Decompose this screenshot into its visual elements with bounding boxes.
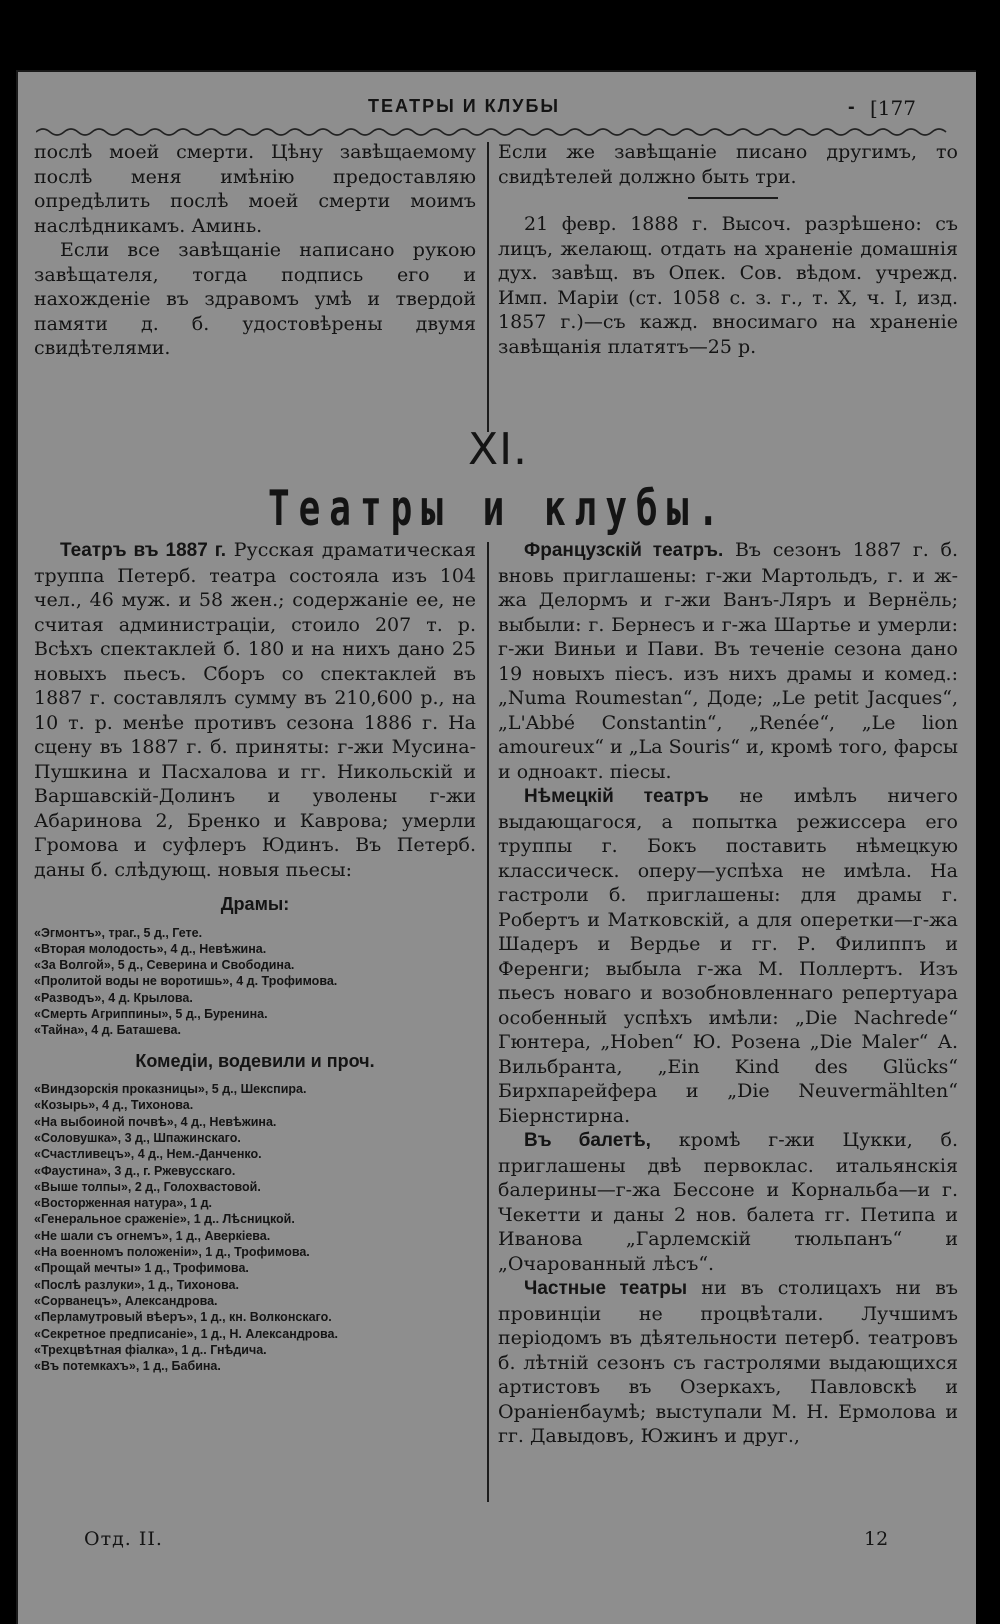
lead-heading: Театръ въ 1887 г.: [60, 540, 227, 561]
german-theatre-paragraph: [498, 784, 958, 1128]
section-number: XI.: [467, 424, 529, 475]
list-item: «Послѣ разлуки», 1 д., Тихонова.: [34, 1277, 239, 1292]
list-item: «Фаустина», 3 д., г. Ржевусскаго.: [34, 1163, 236, 1178]
top-right-text: [498, 140, 958, 189]
list-item: «Выше толпы», 2 д., Голохвастовой.: [34, 1179, 261, 1194]
list-item: «Въ потемкахъ», 1 д., Бабина.: [34, 1359, 221, 1374]
left-column: [34, 538, 476, 1374]
paragraph-text: Русская драматическая труппа Петерб. театра состояла изъ 104 чел., 46 муж. и 58 жен.; содержаніе ее, не считая администраціи, стоило 207 т. р. Всѣхъ спектаклей б. 180 и на нихъ дано 25 новыхъ пьесъ. Сборъ со спектаклей въ 1887 г. составлялъ сумму въ 210,600 р., на 10 т. р. менѣе противъ сезона 1886 г. На сцену въ 1887 г. б. приняты: г-жи Мусина-Пушкина и Пасхалова и гг. Никольскій и Варшавскій-Долинъ и уволены г-жи Абаринова 2, Бренко и Каврова; умерли Громова и суфлеръ Юдинъ. Въ Петерб. даны б. слѣдующ. новыя пьесы:: [34, 539, 476, 881]
footer-section-label: Отд. II.: [84, 1528, 163, 1550]
list-item: «Прощай мечты» 1 д., Трофимова.: [34, 1261, 249, 1276]
lead-heading: Въ балетѣ,: [524, 1130, 651, 1151]
list-item: «Секретное предписаніе», 1 д., Н. Александрова.: [34, 1326, 338, 1341]
list-item: «Тайна», 4 д. Баташева.: [34, 1023, 181, 1038]
dramas-list: [34, 925, 476, 1039]
dramas-heading: Драмы:: [220, 894, 290, 914]
list-item: «Не шали съ огнемъ», 1 д., Аверкіева.: [34, 1228, 271, 1243]
french-theatre-paragraph: [498, 538, 958, 784]
list-item: «Разводъ», 4 д. Крылова.: [34, 990, 193, 1005]
list-item: «Пролитой воды не воротишь», 4 д. Трофимова.: [34, 974, 338, 989]
list-item: «На выбоиной почвѣ», 4 д., Невѣжина.: [34, 1114, 277, 1129]
paragraph-text: не имѣлъ ничего выдающагося, а попытка режиссера его труппы г. Бокъ поставить нѣмецкую классическ. оперу—успѣха не имѣла. На гастроли б. приглашены: для драмы г. Робертъ и Матковскій, а для оперетки—г-жа Шадеръ и Вердье и гг. Р. Филиппъ и Ференги; выбыла г-жа М. Поллертъ. Изъ пьесъ новаго и возобновленнаго репертуара особенный успѣхъ имѣли: „Die Nachrede“ Гюнтера, „Hoben“ Ю. Розена „Die Maler“ А. Вильбранта, „Ein Kind des Glücks“ Бирхпарейфера и „Die Neuvermählten“ Біернстирна.: [498, 785, 958, 1127]
header-dash: -: [848, 96, 857, 118]
running-head: [18, 96, 978, 126]
section-title: Театры и клубы.: [267, 482, 729, 538]
list-item: «Счастливецъ», 4 д., Нем.-Данченко.: [34, 1147, 262, 1162]
list-item: «На военномъ положеніи», 1 д., Трофимова.: [34, 1245, 310, 1260]
list-item: «За Волгой», 5 д., Северина и Свободина.: [34, 958, 295, 973]
top-column-divider: [487, 142, 489, 432]
book-page: [16, 70, 976, 1624]
paragraph: Если же завѣщаніе писано другимъ, то свидѣтелей должно быть три.: [498, 141, 958, 188]
paragraph-text: Въ сезонъ 1887 г. б. вновь приглашены: г-жи Мартольдъ, г. и ж-жа Делормъ и г-жи Ванъ-Ляръ и Вернёль; выбыли: г. Бернесъ и г-жа Шартье и умерли: г-жи Виньи и Пави. Въ теченіе сезона дано 19 новыхъ піесъ. изъ нихъ драмы и комед.: „Numa Roumestan“, Доде; „Le petit Jacques“, „L'Abbé Constantin“, „Renée“, „Le lion amoureux“ и „La Souris“ и, кромѣ того, фарсы и одноакт. піесы.: [498, 539, 958, 783]
running-title: ТЕАТРЫ И КЛУБЫ: [368, 96, 561, 116]
page-number: [177: [870, 96, 916, 120]
list-item: «Сорванецъ», Александрова.: [34, 1293, 218, 1308]
paragraph: 21 февр. 1888 г. Высоч. разрѣшено: съ лицъ, желающ. отдать на храненіе домашнія дух. завѣщ. въ Опек. Сов. вѣдом. учрежд. Имп. Маріи (ст. 1058 с. з. г., т. X, ч. I, изд. 1857 г.)—съ кажд. вносимаго на храненіе завѣщанія платятъ—25 р.: [498, 213, 958, 358]
top-left-text: [34, 140, 476, 361]
top-right-text-2: [498, 212, 958, 359]
list-item: «Соловушка», 3 д., Шпажинскаго.: [34, 1130, 241, 1145]
lead-heading: Нѣмецкій театръ: [524, 786, 709, 807]
paragraph-text: ни въ столицахъ ни въ провинціи не процвѣтали. Лучшимъ періодомъ въ дѣятельности петерб. театровъ б. лѣтній сезонъ съ гастролями выдающихся артистовъ въ Озеркахъ, Павловскѣ и Ораніенбаумѣ; выступали М. Н. Ермолова и гг. Давыдовъ, Южинъ и друг.,: [498, 1277, 958, 1447]
lead-heading: Французскій театръ.: [524, 540, 724, 561]
paragraph: Если все завѣщаніе написано рукою завѣщателя, тогда подпись его и нахожденіе въ здравомъ умѣ и твердой памяти д. б. удостовѣрены двумя свидѣтелями.: [34, 239, 476, 359]
ballet-paragraph: [498, 1128, 958, 1276]
wavy-rule: [36, 126, 951, 138]
list-item: «Козырь», 4 д., Тихонова.: [34, 1098, 194, 1113]
comedies-list: [34, 1081, 476, 1374]
list-item: «Трехцвѣтная фіалка», 1 д.. Гнѣдича.: [34, 1342, 267, 1357]
list-item: «Перламутровый вѣеръ», 1 д., кн. Волконскаго.: [34, 1310, 332, 1325]
short-separator: [688, 197, 778, 199]
list-item: «Смерть Агриппины», 5 д., Буренина.: [34, 1006, 268, 1021]
paragraph-text: кромѣ г-жи Цукки, б. приглашены двѣ первоклас. итальянскія балерины—г-жа Бессоне и Корнальба—и г. Чекетти и даны 2 нов. балета гг. Петипа и Иванова „Гарлемскій тюльпанъ“ и „Очарованный лѣсъ“.: [498, 1129, 958, 1275]
list-item: «Вторая молодость», 4 д., Невѣжина.: [34, 941, 267, 956]
theatre-paragraph: [34, 538, 476, 882]
main-column-divider: [487, 542, 489, 1502]
list-item: «Виндзорскія проказницы», 5 д., Шекспира.: [34, 1082, 307, 1097]
lead-heading: Частные театры: [524, 1278, 688, 1299]
paragraph: послѣ моей смерти. Цѣну завѣщаемому послѣ меня имѣнію предоставляю опредѣлить послѣ моей смерти моимъ наслѣдникамъ. Аминь.: [34, 141, 476, 237]
list-item: «Генеральное сраженіе», 1 д.. Лѣсницкой.: [34, 1212, 295, 1227]
comedies-heading: Комедіи, водевили и проч.: [135, 1050, 375, 1071]
right-column: [498, 538, 958, 1449]
list-item: «Восторженная натура», 1 д.: [34, 1196, 212, 1211]
list-item: «Эгмонтъ», траг., 5 д., Гете.: [34, 925, 203, 940]
footer-sheet-number: 12: [864, 1528, 889, 1550]
private-theatres-paragraph: [498, 1276, 958, 1449]
